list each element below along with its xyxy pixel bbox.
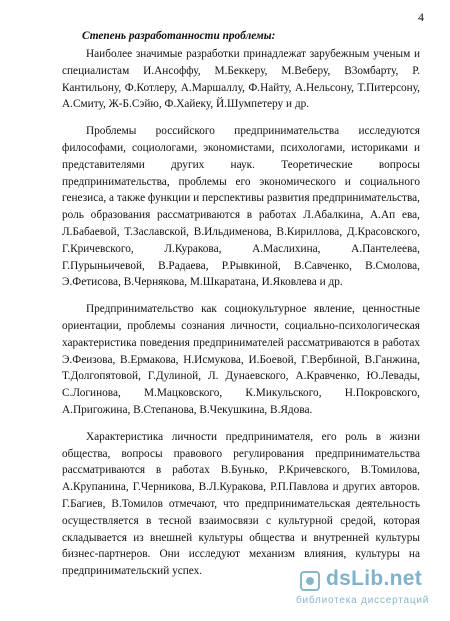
paragraph-russian-entrepreneurship: Проблемы российского предпринимательства исследуются философами, социологами, экономистами, психологами, историками и представителями других наук. Теоретические вопросы предпринимательства, проблемы его экономического и социального генезиса, а также функции и перспективы развития предпринимательства, роль образования рассматриваются в работах Л.Абалкина, А.Ап ева, Л.Бабаевой, Т.Заславской, В.Ильдименова, В.Кириллова, Д.Красовского, Г.Кричевского, Л.Куракова, А.Маслихина, А.Пантелеева, Г.Пурыньичевой, В.Радаева, Р.Рывкиной, В.Савченко, В.Смолова, Э.Фетисова, В.Черняковa, М.Шкаратана, И.Яковлева и др. [62, 125, 420, 289]
paragraph-foreign-scholars: Наиболее значимые разработки принадлежат зарубежным ученым и специалистам И.Ансоффу, М.Беккеру, М.Веберу, В3омбарту, Р. Кантильону, Ф.Котлеру, А.Маршаллу, Ф.Найту, А.Нельсону, Т.Питерсону, А.Смиту, Ж-Б.Сэйю, Ф.Хайеку, Й.Шумпетеру и др. [62, 48, 420, 111]
page-number: 4 [418, 10, 424, 24]
watermark-brand: dsLib.net [326, 567, 423, 590]
section-heading: Степень разработанности проблемы: [82, 30, 276, 42]
document-body [62, 26, 420, 580]
paragraph-entrepreneur-personality: Характеристика личности предпринимателя, его роль в жизни общества, вопросы правового регулирования предпринимательства рассматриваются в работах В.Бунько, Р.Кричевского, В.Томилова, А.Крупанина, Г.Черникова, В.Л.Куракова, Р.П.Павлова и других авторов. Г.Багиев, В.Томилов отмечают, что предпринимательская деятельность осуществляется в тесной взаимосвязи с культурной средой, которая складывается из внешней культуры общества и внутренней культуры бизнес-партнеров. Они исследуют механизм влияния, культуры на предпринимательский успех. [62, 430, 420, 578]
watermark-tagline: библиотека диссертаций [296, 595, 430, 606]
watermark [292, 569, 442, 613]
paragraph-sociocultural: Предпринимательство как социокультурное явление, ценностные ориентации, проблемы сознания личности, социально-психологическая характеристика поведения предпринимателей рассматриваются в работах Э.Феизова, В.Ермакова, Н.Исмукова, И.Боевой, Г.Вербиной, В.Ганжина, Т.Долгопятовой, Г.Дулиной, Л. Дунаевского, А.Кравченко, Ю.Левады, С.Логинова, М.Мацковского, К.Микульского, Н.Покровского, А.Пригожина, В.Степанова, В.Чекушкина, В.Ядова. [62, 303, 420, 416]
dslib-logo-icon [298, 569, 322, 593]
